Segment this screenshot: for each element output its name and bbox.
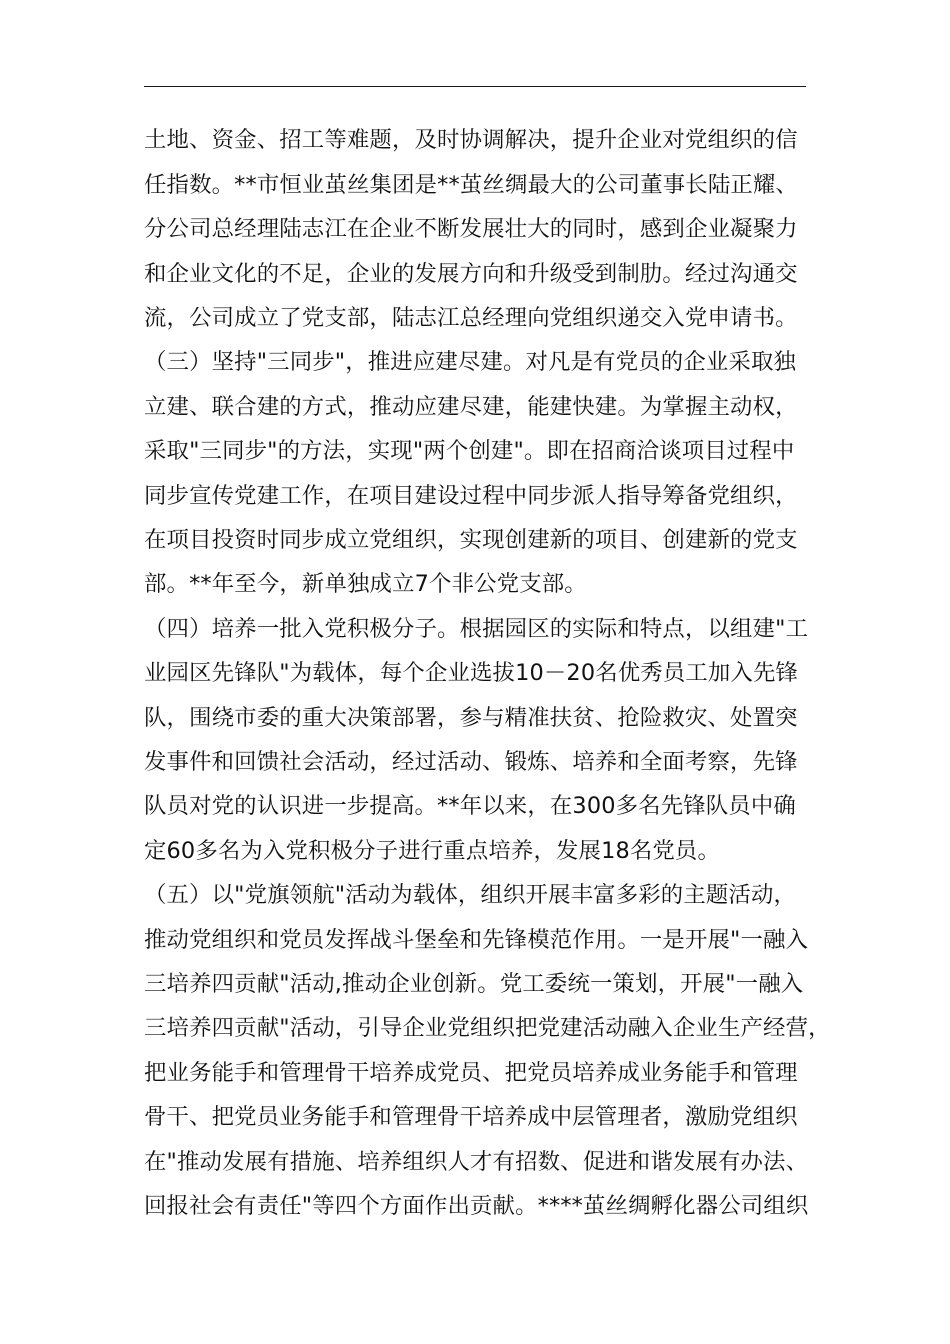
text-line: 任指数。**市恒业茧丝集团是**茧丝绸最大的公司董事长陆正耀、: [144, 172, 798, 198]
text-line: 立建、联合建的方式，推动应建尽建，能建快建。为掌握主动权，: [144, 394, 798, 420]
text-line: 在"推动发展有措施、培养组织人才有招数、促进和谐发展有办法、: [144, 1149, 809, 1175]
text-line: （五）以"党旗领航"活动为载体，组织开展丰富多彩的主题活动，: [144, 882, 797, 908]
text-line: 同步宣传党建工作，在项目建设过程中同步派人指导筹备党组织，: [144, 483, 798, 509]
text-line: （四）培养一批入党积极分子。根据园区的实际和特点，以组建"工: [144, 616, 809, 642]
text-line: 队员对党的认识进一步提高。**年以来，在300多名先锋队员中确: [144, 793, 796, 819]
text-line: 部。**年至今，新单独成立7个非公党支部。: [144, 571, 587, 597]
text-line: 发事件和回馈社会活动，经过活动、锻炼、培养和全面考察，先锋: [144, 749, 798, 775]
text-line: 采取"三同步"的方法，实现"两个创建"。即在招商洽谈项目过程中: [144, 438, 795, 464]
text-line: 在项目投资时同步成立党组织，实现创建新的项目、创建新的党支: [144, 527, 798, 553]
text-line: 把业务能手和管理骨干培养成党员、把党员培养成业务能手和管理: [144, 1060, 798, 1086]
text-line: 和企业文化的不足，企业的发展方向和升级受到制肋。经过沟通交: [144, 261, 798, 287]
text-line: 分公司总经理陆志江在企业不断发展壮大的同时，感到企业凝聚力: [144, 216, 798, 242]
text-line: （三）坚持"三同步"，推进应建尽建。对凡是有党员的企业采取独: [144, 349, 797, 375]
text-line: 三培养四贡献"活动，引导企业党组织把党建活动融入企业生产经营，: [144, 1015, 831, 1041]
text-line: 队，围绕市委的重大决策部署，参与精准扶贫、抢险救灾、处置突: [144, 705, 798, 731]
text-line: 推动党组织和党员发挥战斗堡垒和先锋模范作用。一是开展"一融入: [144, 927, 809, 953]
text-line: 定60多名为入党积极分子进行重点培养，发展18名党员。: [144, 838, 721, 864]
text-line: 业园区先锋队"为载体，每个企业选拔10－20名优秀员工加入先锋: [144, 660, 799, 686]
text-line: 流，公司成立了党支部，陆志江总经理向党组织递交入党申请书。: [144, 305, 798, 331]
text-line: 回报社会有责任"等四个方面作出贡献。****茧丝绸孵化器公司组织: [144, 1193, 809, 1219]
header-rule: [144, 86, 806, 87]
text-line: 三培养四贡献"活动,推动企业创新。党工委统一策划，开展"一融入: [144, 971, 804, 997]
text-line: 骨干、把党员业务能手和管理骨干培养成中层管理者，激励党组织: [144, 1104, 798, 1130]
text-line: 土地、资金、招工等难题，及时协调解决，提升企业对党组织的信: [144, 127, 798, 153]
